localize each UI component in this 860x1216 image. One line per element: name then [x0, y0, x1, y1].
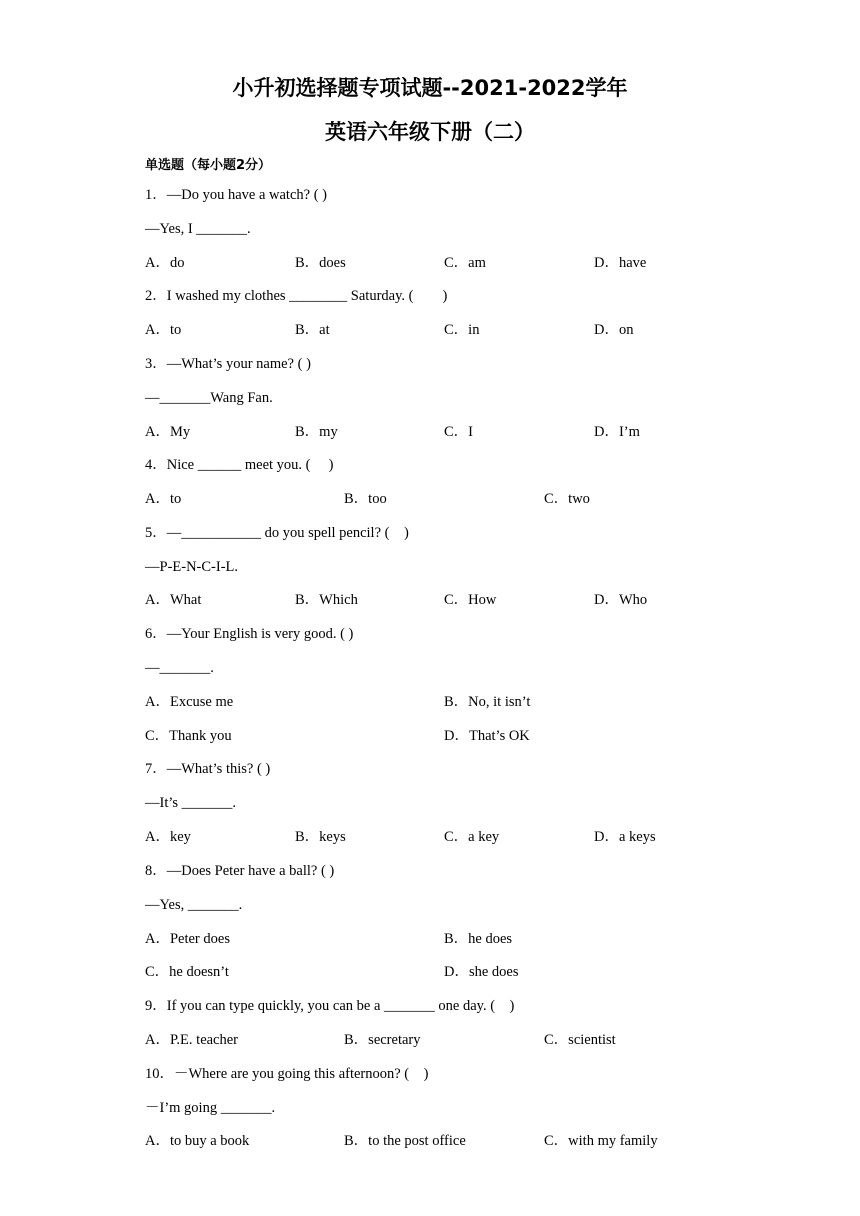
- q10-option-a[interactable]: A．to buy a book: [145, 1133, 250, 1149]
- q4-option-a[interactable]: A．to: [145, 491, 182, 507]
- q4-option-c[interactable]: C．two: [544, 491, 590, 507]
- question-3-stem: 3．—What’s your name? ( ): [145, 356, 311, 372]
- question-9-stem: 9．If you can type quickly, you can be a _______ one day. ( ): [145, 998, 515, 1014]
- title-line-2: 英语六年级下册（二）: [325, 120, 535, 144]
- q10-option-c[interactable]: C．with my family: [544, 1133, 658, 1149]
- question-6-stem: 6．—Your English is very good. ( ): [145, 626, 354, 642]
- q3-option-a[interactable]: A．My: [145, 424, 191, 440]
- question-6-answer-line: —_______.: [145, 660, 214, 676]
- q7-option-a[interactable]: A．key: [145, 829, 191, 845]
- q4-option-b[interactable]: B．too: [344, 491, 387, 507]
- question-1-stem: 1．—Do you have a watch? ( ): [145, 187, 327, 203]
- question-7-answer-line: —It’s _______.: [145, 795, 237, 811]
- q2-option-c[interactable]: C．in: [444, 322, 480, 338]
- q6-option-c[interactable]: C．Thank you: [145, 728, 232, 744]
- q1-option-a[interactable]: A．do: [145, 255, 185, 271]
- q3-option-d[interactable]: D．I’m: [594, 424, 640, 440]
- question-1-answer-line: —Yes, I _______.: [145, 221, 251, 237]
- question-5-stem: 5．—___________ do you spell pencil? ( ): [145, 525, 409, 541]
- q10-option-b[interactable]: B．to the post office: [344, 1133, 466, 1149]
- q3-option-b[interactable]: B．my: [295, 424, 338, 440]
- q8-option-c[interactable]: C．he doesn’t: [145, 964, 229, 980]
- q6-option-d[interactable]: D．That’s OK: [444, 728, 530, 744]
- q5-option-b[interactable]: B．Which: [295, 592, 358, 608]
- q7-option-b[interactable]: B．keys: [295, 829, 346, 845]
- q2-option-a[interactable]: A．to: [145, 322, 182, 338]
- question-3-answer-line: —_______Wang Fan.: [145, 390, 273, 406]
- q6-option-b[interactable]: B．No, it isn’t: [444, 694, 531, 710]
- q7-option-d[interactable]: D．a keys: [594, 829, 656, 845]
- q9-option-a[interactable]: A．P.E. teacher: [145, 1032, 239, 1048]
- title-line-1: 小升初选择题专项试题--2021-2022学年: [232, 76, 628, 100]
- section-heading: 单选题（每小题2分）: [145, 158, 272, 173]
- q8-option-b[interactable]: B．he does: [444, 931, 513, 947]
- q9-option-c[interactable]: C．scientist: [544, 1032, 616, 1048]
- question-10-answer-line: －I’m going _______.: [145, 1100, 276, 1116]
- q1-option-c[interactable]: C．am: [444, 255, 486, 271]
- question-5-answer-line: —P-E-N-C-I-L.: [145, 559, 239, 575]
- q2-option-d[interactable]: D．on: [594, 322, 634, 338]
- question-10-stem: 10．－Where are you going this afternoon? ( ): [145, 1066, 429, 1082]
- question-8-answer-line: —Yes, _______.: [145, 897, 243, 913]
- q1-option-b[interactable]: B．does: [295, 255, 346, 271]
- question-2-stem: 2．I washed my clothes ________ Saturday. ( ): [145, 288, 448, 304]
- question-7-stem: 7．—What’s this? ( ): [145, 761, 271, 777]
- q5-option-a[interactable]: A．What: [145, 592, 202, 608]
- q6-option-a[interactable]: A．Excuse me: [145, 694, 234, 710]
- q9-option-b[interactable]: B．secretary: [344, 1032, 421, 1048]
- q2-option-b[interactable]: B．at: [295, 322, 330, 338]
- q8-option-d[interactable]: D．she does: [444, 964, 519, 980]
- q8-option-a[interactable]: A．Peter does: [145, 931, 230, 947]
- q5-option-c[interactable]: C．How: [444, 592, 497, 608]
- q5-option-d[interactable]: D．Who: [594, 592, 648, 608]
- question-8-stem: 8．—Does Peter have a ball? ( ): [145, 863, 335, 879]
- q3-option-c[interactable]: C．I: [444, 424, 473, 440]
- q1-option-d[interactable]: D．have: [594, 255, 647, 271]
- q7-option-c[interactable]: C．a key: [444, 829, 500, 845]
- question-4-stem: 4．Nice ______ meet you. ( ): [145, 457, 334, 473]
